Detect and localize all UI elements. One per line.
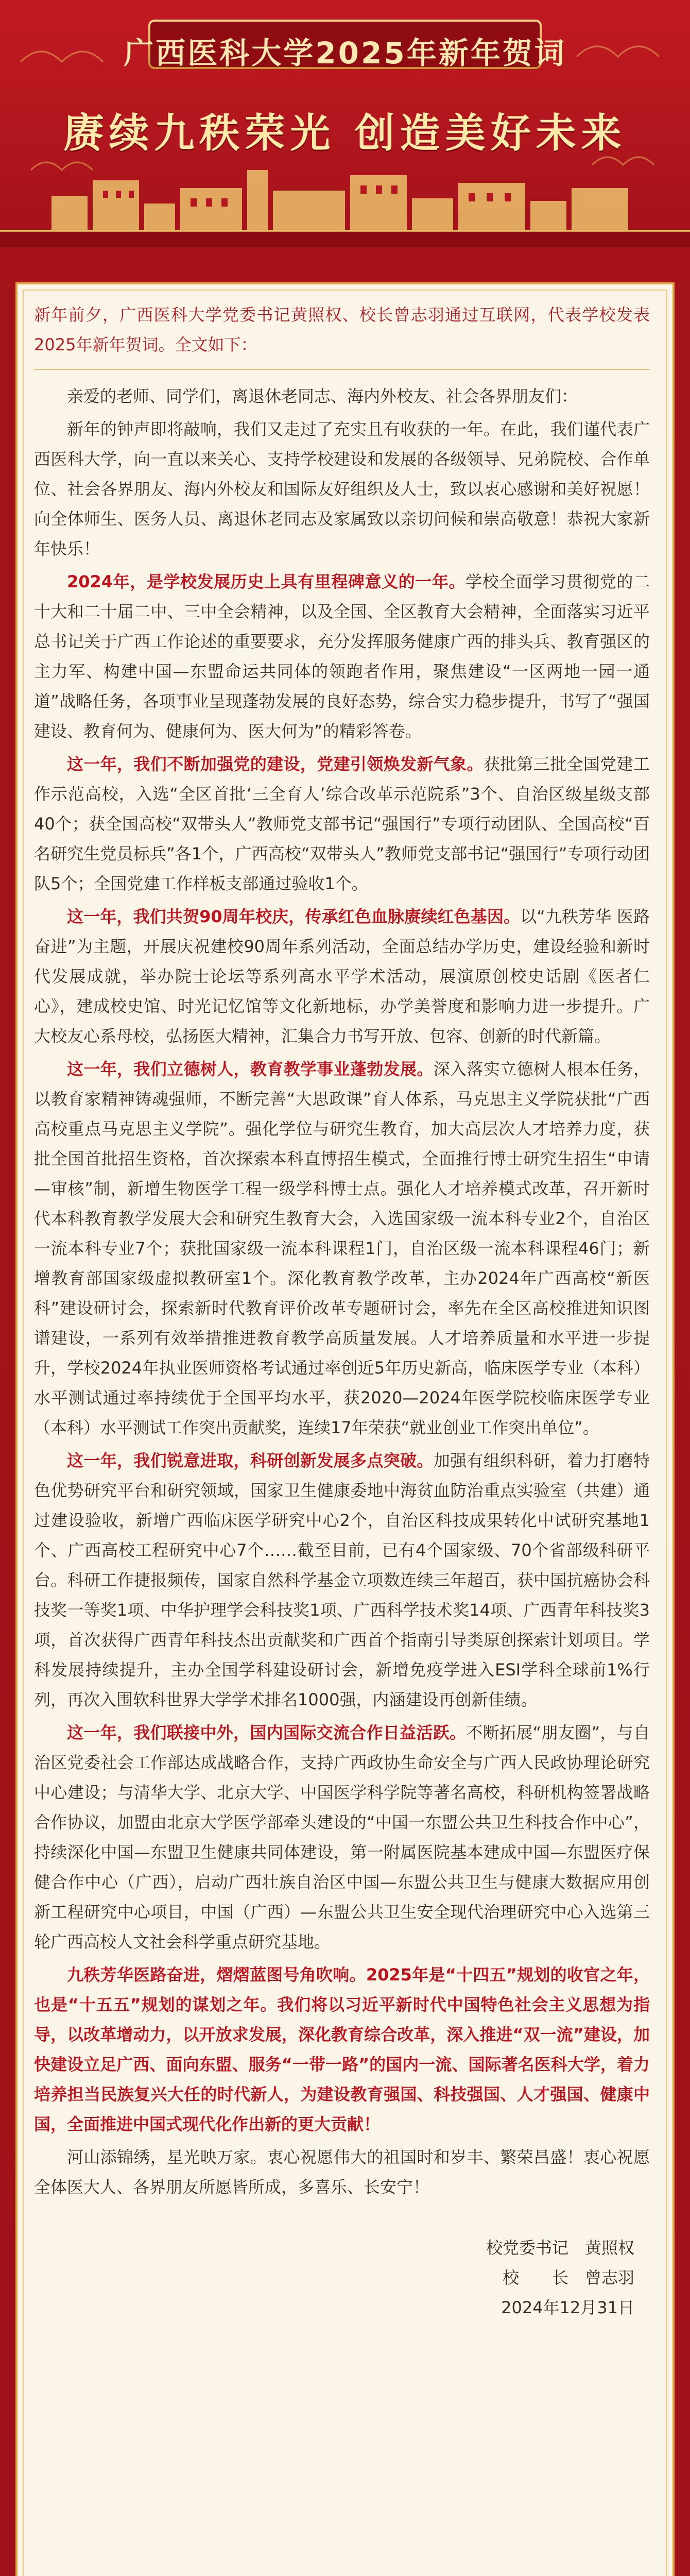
paragraph-7-text: 不断拓展“朋友圈”，与自治区党委社会工作部达成战略合作，支持广西政协生命安全与广西人民政协理论研究中心建设；与清华大学、北京大学、中国医学科学院等著名高校，科研机构签署战略合作协议，加盟由北京大学医学部牵头建设的“中国一东盟公共卫生科技合作中心”，持续深化中国—东盟卫生健康共同体建设，第一附属医院基本建成中国—东盟医疗保健合作中心（广西），启动广西壮族自治区中国—东盟公共卫生与健康大数据应用创新工程研究中心项目，中国（广西）—东盟公共卫生安全现代治理研究中心入选第三轮广西高校人文社会科学重点研究基地。 [34, 1723, 650, 1952]
signature-date: 2024年12月31日 [501, 2298, 634, 2317]
paragraph-7-lead: 这一年，我们联接中外，国内国际交流合作日益活跃。 [67, 1723, 467, 1742]
greeting-text: 亲爱的老师、同学们，离退休老同志、海内外校友、社会各界朋友们： [67, 386, 578, 406]
paragraph-8-text: 2025年是“十四五”规划的收官之年，也是“十五五”规划的谋划之年。我们将以习近平新时代中国特色社会主义思想为指导，以改革增动力，以开放求发展，深化教育综合改革，深入推进“双一流”建设，加快建设立足广西、面向东盟、服务“一带一路”的国内一流、国际著名医科大学，着力培养担当民族复兴大任的时代新人，为建设教育强国、科技强国、人才强国、健康中国，全面推进中国式现代化作出新的更大贡献！ [34, 1965, 650, 2134]
paragraph-5-text: 深入落实立德树人根本任务，以教育家精神铸魂强师，不断完善“大思政课”育人体系，马克思主义学院获批“广西高校重点马克思主义学院”。强化学位与研究生教育，加大高层次人才培养力度，获批全国首批招生资格，首次探索本科直博招生模式，全面推行博士研究生招生“申请—审核”制，新增生物医学工程一级学科博士点。强化人才培养模式改革，召开新时代本科教育教学发展大会和研究生教育大会，入选国家级一流本科专业2个，自治区一流本科专业7个；获批国家级一流本科课程1门，自治区级一流本科课程46门；新增教育部国家级虚拟教研室1个。深化教育教学改革，主办2024年广西高校“新医科”建设研讨会，探索新时代教育评价改革专题研讨会，率先在全区高校推进知识图谱建设，一系列有效举措推进教育教学高质量发展。人才培养质量和水平进一步提升，学校2024年执业医师资格考试通过率创近5年历史新高，临床医学专业（本科）水平测试通过率持续优于全国平均水平，获2020—2024年医学院校临床医学专业（本科）水平测试工作突出贡献奖，连续17年荣获“就业创业工作突出单位”。 [34, 1059, 650, 1437]
closing-text: 河山添锦绣，星光映万家。衷心祝愿伟大的祖国时和岁丰、繁荣昌盛！衷心祝愿全体医大人、各界朋友所愿皆所成，多喜乐、长安宁！ [34, 2147, 650, 2197]
intro-paragraph: 新年前夕，广西医科大学党委书记黄照权、校长曾志羽通过互联网，代表学校发表2025年新年贺词。全文如下： [34, 305, 650, 354]
letter-card [15, 282, 675, 2576]
paragraph-5-lead: 这一年，我们立德树人，教育教学事业蓬勃发展。 [67, 1059, 434, 1079]
signature-line-2: 校 长 曾志羽 [502, 2268, 634, 2287]
paragraph-4-text: 以“九秩芳华 医路奋进”为主题，开展庆祝建校90周年系列活动，全面总结办学历史，建设经验和新时代发展成就，举办院士论坛等系列高水平学术活动，展演原创校史话剧《医者仁心》，建成校史馆、时光记忆馆等文化新地标，办学美誉度和影响力进一步提升。广大校友心系母校，弘扬医大精神，汇集合力书写开放、包容、创新的时代新篇。 [34, 907, 650, 1046]
signature-block [34, 2233, 650, 2323]
paragraph-2-text: 学校全面学习贯彻党的二十大和二十届二中、三中全会精神，以及全国、全区教育大会精神，全面落实习近平总书记关于广西工作论述的重要要求，充分发挥服务健康广西的排头兵、教育强区的主力军、构建中国—东盟命运共同体的领跑者作用，聚焦建设“一区两地一园一通道”战略任务，各项事业呈现蓬勃发展的良好态势，综合实力稳步提升，书写了“强国建设、教育何为、健康何为、医大何为”的精彩答卷。 [34, 572, 650, 741]
paragraph-6-lead: 这一年，我们锐意进取，科研创新发展多点突破。 [67, 1451, 434, 1470]
greeting-paragraph [34, 381, 650, 411]
paragraph-8 [34, 1960, 650, 2139]
paragraph-4-lead: 这一年，我们共贺90周年校庆，传承红色血脉赓续红色基因。 [67, 907, 521, 926]
paragraph-3 [34, 749, 650, 899]
paragraph-1-text: 新年的钟声即将敲响，我们又走过了充实且有收获的一年。在此，我们谨代表广西医科大学，向一直以来关心、支持学校建设和发展的各级领导、兄弟院校、合作单位、社会各界朋友、海内外校友和国际友好组织及人士，致以衷心感谢和美好祝愿！向全体师生、医务人员、离退休老同志及家属致以亲切问候和崇高敬意！恭祝大家新年快乐！ [34, 419, 650, 558]
paragraph-6 [34, 1446, 650, 1715]
signature-line-1: 校党委书记 黄照权 [486, 2238, 634, 2258]
paragraph-2 [34, 567, 650, 746]
paragraph-5 [34, 1054, 650, 1443]
letter-content [34, 300, 650, 2323]
slogan: 赓续九秩荣光 创造美好未来 [63, 110, 627, 157]
paragraph-2-lead: 2024年，是学校发展历史上具有里程碑意义的一年。 [67, 572, 466, 591]
paragraph-3-lead: 这一年，我们不断加强党的建设，党建引领焕发新气象。 [67, 754, 484, 774]
paragraph-8-lead: 九秩芳华医路奋进，熠熠蓝图号角吹响。 [67, 1965, 366, 1985]
paragraph-6-text: 加强有组织科研，着力打磨特色优势研究平台和研究领域，国家卫生健康委地中海贫血防治重点实验室（共建）通过建设验收，新增广西临床医学研究中心2个，自治区科技成果转化中试研究基地1个、广西高校工程研究中心7个……截至目前，已有4个国家级、70个省部级科研平台。科研工作捷报频传，国家自然科学基金立项数连续三年超百，获中国抗癌协会科技奖一等奖1项、中华护理学会科技奖1项、广西科学技术奖14项、广西青年科技奖3项，首次获得广西青年科技杰出贡献奖和广西首个指南引导类原创探索计划项目。学科发展持续提升，主办全国学科建设研讨会，新增免疫学进入ESI学科全球前1%行列，再次入围软科世界大学学术排名1000强，内涵建设再创新佳绩。 [34, 1451, 650, 1709]
header-banner [0, 0, 690, 247]
page-title: 广西医科大学2025年新年贺词 [124, 36, 566, 71]
closing-paragraph [34, 2142, 650, 2202]
paragraph-3-text: 获批第三批全国党建工作示范高校，入选“全区首批‘三全育人’综合改革示范院系”3个、自治区级星级支部40个；获全国高校“双带头人”教师党支部书记“强国行”专项行动团队、全国高校“百名研究生党员标兵”各1个，广西高校“双带头人”教师党支部书记“强国行”专项行动团队5个；全国党建工作样板支部通过验收1个。 [34, 754, 650, 893]
paragraph-7 [34, 1718, 650, 1957]
paragraph-1 [34, 414, 650, 564]
intro-divider [34, 369, 650, 370]
paragraph-4 [34, 902, 650, 1051]
